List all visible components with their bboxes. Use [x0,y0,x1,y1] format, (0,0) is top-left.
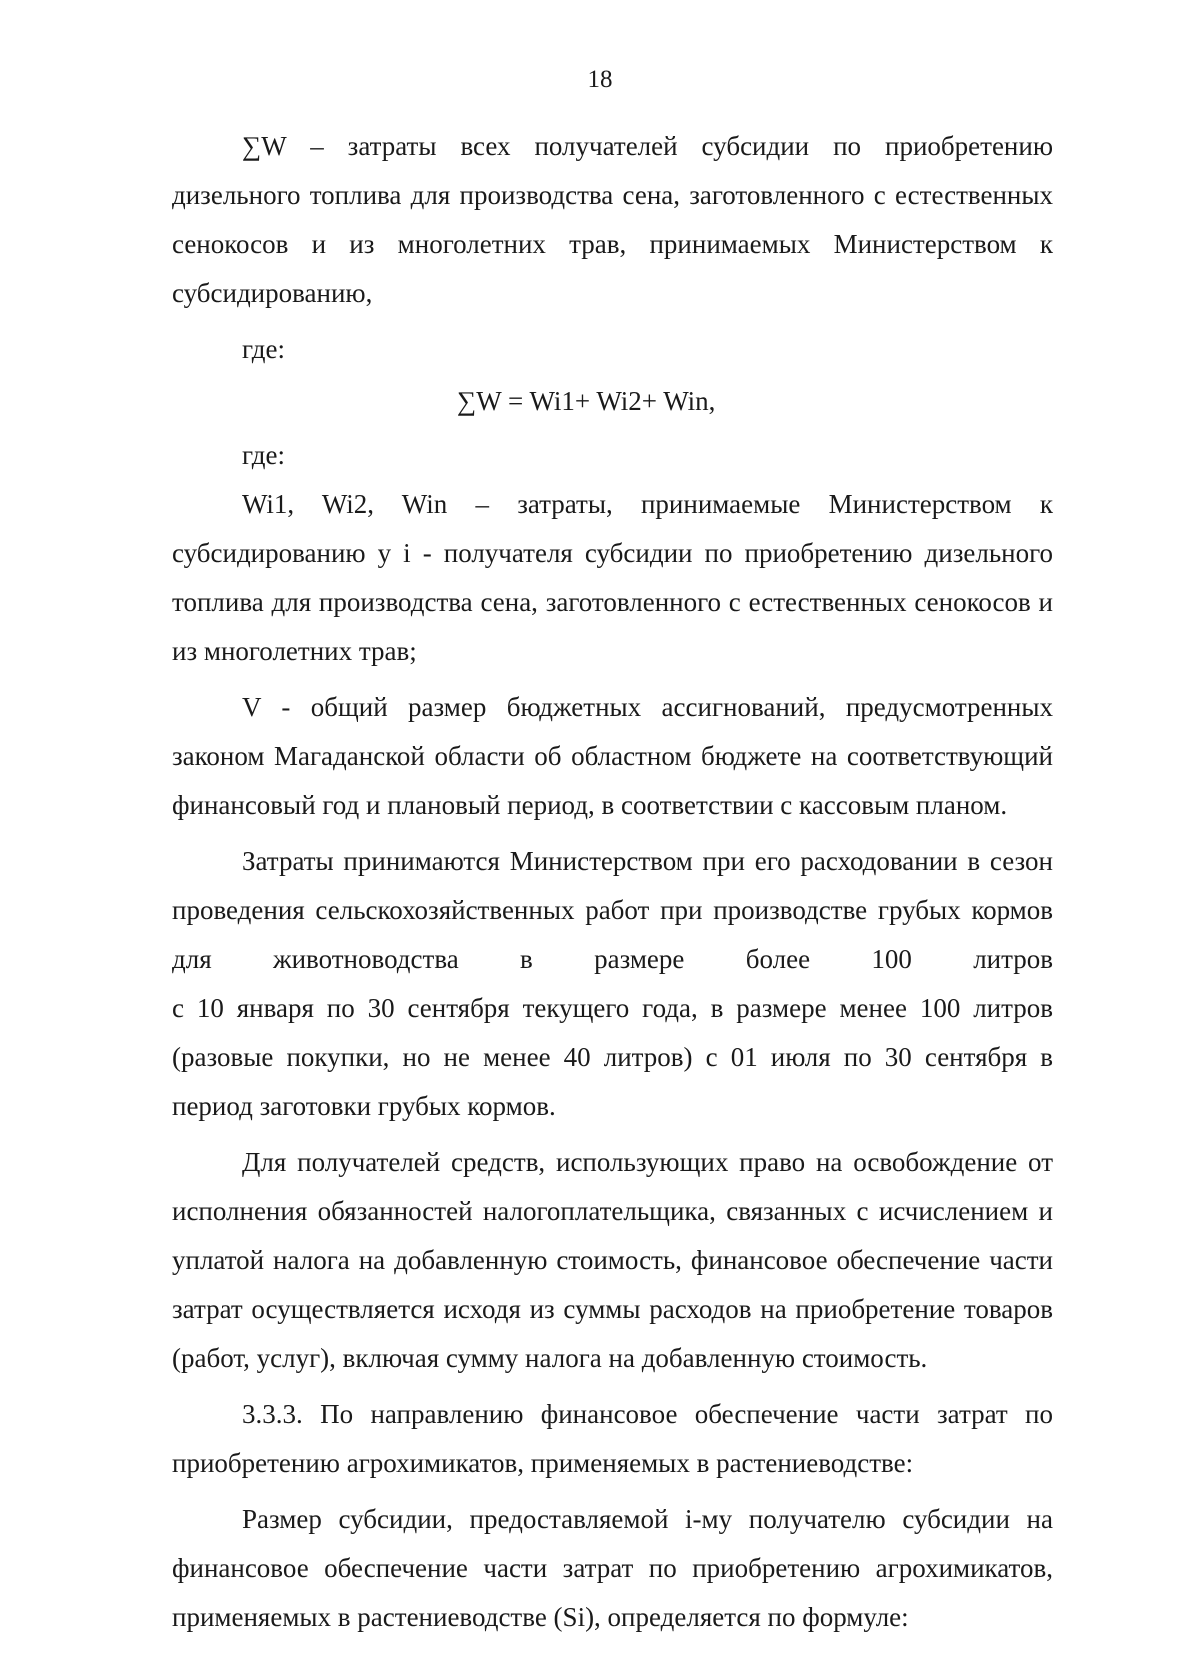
page-number: 18 [587,66,613,93]
paragraph-vat-exempt: Для получателей средств, использующих право на освобождение от исполнения обязанностей налогоплательщика, связанных с исчислением и уплатой налога на добавленную стоимость, финансовое обеспечение части затрат осуществляется исходя из суммы расходов на приобретение товаров (работ, услуг), включая сумму налога на добавленную стоимость. [172,1147,1053,1373]
document-body [172,122,1053,1642]
paragraph-where: где: [242,440,285,470]
paragraph-wi-definition: Wi1, Wi2, Win – затраты, принимаемые Министерством к субсидированию у i - получателя субсидии по приобретению дизельного топлива для производства сена, заготовленного с естественных сенокосов и из многолетних трав; [172,489,1053,666]
paragraph-costs-accepted-continued: с 10 января по 30 сентября текущего года, в размере менее 100 литров (разовые покупки, но не менее 40 литров) с 01 июля по 30 сентября в период заготовки грубых кормов. [172,993,1053,1121]
paragraph-sum-w-definition: ∑W – затраты всех получателей субсидии по приобретению дизельного топлива для производства сена, заготовленного с естественных сенокосов и из многолетних трав, принимаемых Министерством к субсидированию, [172,131,1053,308]
paragraph-section-3-3-3: 3.3.3. По направлению финансовое обеспечение части затрат по приобретению агрохимикатов, применяемых в растениеводстве: [172,1399,1053,1478]
paragraph-subsidy-size: Размер субсидии, предоставляемой i-му получателю субсидии на финансовое обеспечение части затрат по приобретению агрохимикатов, применяемых в растениеводстве (Si), определяется по формуле: [172,1504,1053,1632]
paragraph-where: где: [242,334,285,364]
formula-sum-w: ∑W = Wi1+ Wi2+ Win, [457,386,716,416]
paragraph-costs-accepted: Затраты принимаются Министерством при его расходовании в сезон проведения сельскохозяйственных работ при производстве грубых кормов для животноводства в размере более 100 литров [172,846,1053,974]
paragraph-v-definition: V - общий размер бюджетных ассигнований, предусмотренных законом Магаданской области об областном бюджете на соответствующий финансовый год и плановый период, в соответствии с кассовым планом. [172,692,1053,820]
